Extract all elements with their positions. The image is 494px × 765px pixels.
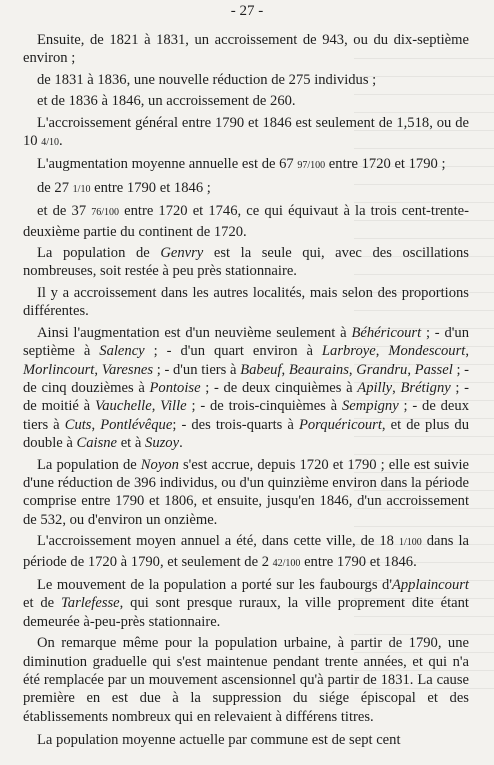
- paragraph: On remarque même pour la population urbaine, à partir de 1790, une diminution graduelle qui s'est maintenue pendant trente années, et qui n'a été remplacée par un mouvement ascensionnel qu'à partir de 1831. La cause première en est due à la suppression du siége épiscopal et des établissements nombreux qui en relevaient à différens titres.: [23, 635, 469, 725]
- paragraph: La population moyenne actuelle par commune est de sept cent: [37, 732, 401, 749]
- paragraph: Ensuite, de 1821 à 1831, un accroissement de 943, ou du dix-septième environ ;: [23, 32, 469, 67]
- paragraph: La population de Genvry est la seule qui, avec des oscillations nombreuses, soit restée à peu près stationnaire.: [23, 245, 469, 280]
- paragraph: L'accroissement général entre 1790 et 1846 est seulement de 1,518, ou de 10 4/10.: [23, 114, 469, 150]
- paragraph: La population de Noyon s'est accrue, depuis 1720 et 1790 ; elle est suivie d'une réduction de 396 individus, ou d'un quinzième environ dans la période comprise entre 1790 et 1806, et ensuite, jusqu'en 1846, d'un accroissement de 532, ou d'environ un onzième.: [23, 456, 469, 528]
- paragraph: L'accroissement moyen annuel a été, dans cette ville, de 18 1/100 dans la période de 1720 à 1790, et seulement de 2 42/100 entre 1790 et 1846.: [23, 533, 469, 570]
- paragraph: de 27 1/10 entre 1790 et 1846 ;: [37, 179, 211, 196]
- paragraph: Le mouvement de la population a porté sur les faubourgs d'Applaincourt et de Tarlefesse, qui sont presque ruraux, la ville proprement dite étant demeurée à-peu-près stationnaire.: [23, 576, 469, 630]
- paragraph: de 1831 à 1836, une nouvelle réduction de 275 individus ;: [37, 71, 377, 88]
- paragraph: Il y a accroissement dans les autres localités, mais selon des proportions différentes.: [23, 284, 469, 320]
- page-number: - 27 -: [230, 3, 264, 19]
- paragraph: et de 37 76/100 entre 1720 et 1746, ce qui équivaut à la trois cent-trente-deuxième partie du continent de 1720.: [23, 203, 469, 240]
- paragraph: et de 1836 à 1846, un accroissement de 260.: [37, 93, 296, 110]
- paragraph: Ainsi l'augmentation est d'un neuvième seulement à Béhéricourt ; - d'un septième à Salency ; - d'un quart environ à Larbroye, Mondescourt, Morlincourt, Varesnes ; - d'un tiers à Babeuf, Beaurains, Grandru, Passel ; - de cinq douzièmes à Pontoise ; - de deux cinquièmes à Apilly, Brétigny ; - de moitié à Vauchelle, Ville ; - de trois-cinquièmes à Sempigny ; - de deux tiers à Cuts, Pontlévêque; - des trois-quarts à Porquéricourt, et de plus du double à Caisne et à Suzoy.: [23, 324, 470, 452]
- paragraph: L'augmentation moyenne annuelle est de 67 97/100 entre 1720 et 1790 ;: [37, 156, 446, 173]
- body-text: [23, 31, 469, 753]
